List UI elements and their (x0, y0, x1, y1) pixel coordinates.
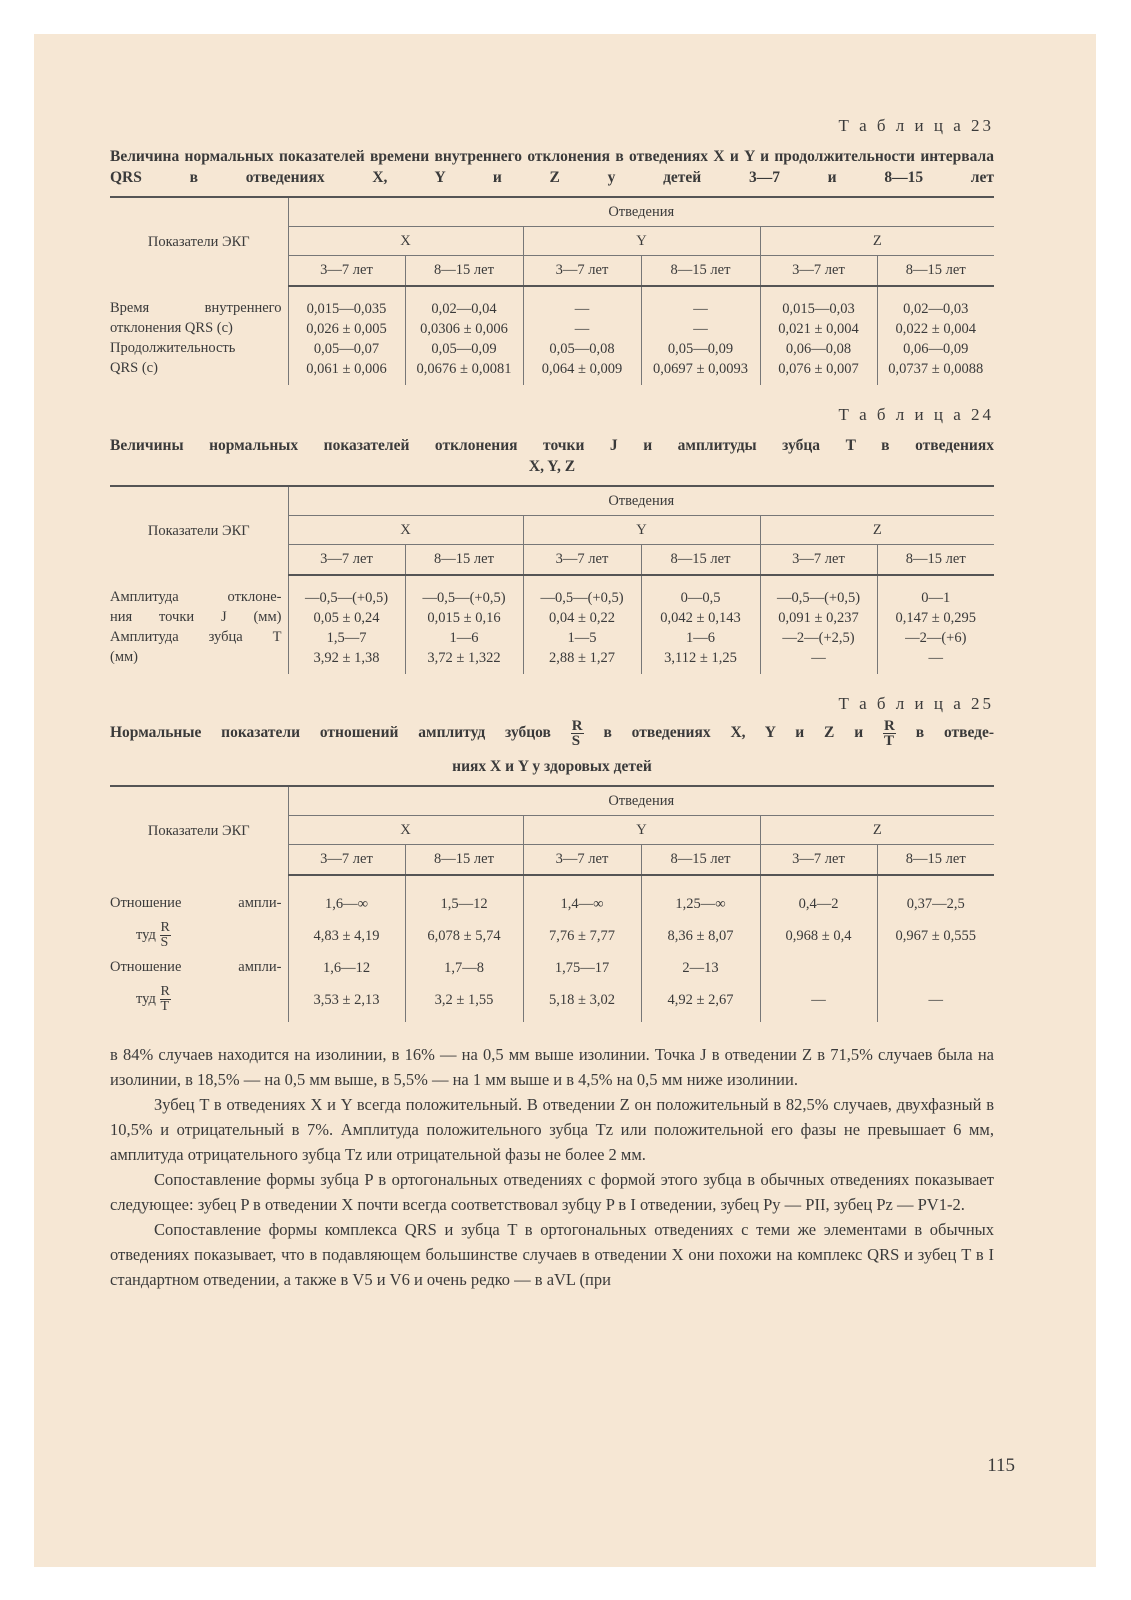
table23 (110, 196, 994, 385)
table23-lead-x: X (288, 227, 523, 256)
table24-indicator-header: Показатели ЭКГ (110, 486, 288, 575)
table24-cell: —0,5—(+0,5) 0,04 ± 0,22 1—5 2,88 ± 1,27 (523, 575, 641, 674)
table23-age-col: 8—15 лет (877, 256, 994, 287)
page-number: 115 (987, 1455, 1015, 1476)
body-paragraph: Сопоставление формы комплекса QRS и зубца T в ортогональных отведениях с теми же элементами в обычных отведениях показывает, что в подавляющем большинстве случаев в отведении X они похожи на комплекс QRS и зубец T в I стандартном отведении, а также в V5 и V6 и очень редко — в aVL (при (110, 1220, 994, 1289)
table23-cell: 0,015—0,03 0,021 ± 0,004 0,06—0,08 0,076 ± 0,007 (760, 286, 877, 385)
table23-age-col: 3—7 лет (760, 256, 877, 287)
frac-r-over-s: $\frac{R}{S}$ (571, 717, 583, 749)
table24-title-line2: X, Y, Z (528, 458, 576, 475)
table23-title: Величина нормальных показателей времени внутреннего отклонения в отведениях X и Y и продолжительности интервала QRS в отведениях X, Y и Z у детей 3—7 и 8—15 лет (110, 148, 994, 186)
table25-age-col: 3—7 лет (288, 845, 405, 876)
table25-cell: 1,25—∞ 8,36 ± 8,07 2—13 4,92 ± 2,67 (641, 875, 760, 1022)
table24-row (110, 575, 994, 674)
table25-caption: Т а б л и ц а 25 (838, 694, 994, 713)
table23-age-col: 8—15 лет (405, 256, 523, 287)
table23-cell: — — 0,05—0,09 0,0697 ± 0,0093 (641, 286, 760, 385)
table24-cell: —0,5—(+0,5) 0,091 ± 0,237 —2—(+2,5) — (760, 575, 877, 674)
table25-age-col: 8—15 лет (641, 845, 760, 876)
table23-cell: 0,02—0,04 0,0306 ± 0,006 0,05—0,09 0,0676 ± 0,0081 (405, 286, 523, 385)
table24-cell: —0,5—(+0,5) 0,015 ± 0,16 1—6 3,72 ± 1,322 (405, 575, 523, 674)
table24-age-col: 8—15 лет (405, 545, 523, 576)
table25-age-col: 8—15 лет (877, 845, 994, 876)
table24-cell: —0,5—(+0,5) 0,05 ± 0,24 1,5—7 3,92 ± 1,38 (288, 575, 405, 674)
table25-age-col: 3—7 лет (523, 845, 641, 876)
table24-age-col: 3—7 лет (288, 545, 405, 576)
table23-lead-z: Z (760, 227, 994, 256)
table25-age-col: 3—7 лет (760, 845, 877, 876)
frac-r-over-t: $\frac{R}{T}$ (884, 717, 895, 749)
table24-title: Величины нормальных показателей отклонения точки J и амплитуды зубца T в отведениях (110, 437, 994, 454)
table25-lead-x: X (288, 816, 523, 845)
table24-cell: 0—0,5 0,042 ± 0,143 1—6 3,112 ± 1,25 (641, 575, 760, 674)
table23-age-col: 3—7 лет (288, 256, 405, 287)
table23-indicator-header: Показатели ЭКГ (110, 197, 288, 286)
table24-age-col: 8—15 лет (641, 545, 760, 576)
table24-cell: 0—1 0,147 ± 0,295 —2—(+6) — (877, 575, 994, 674)
table24-age-col: 3—7 лет (523, 545, 641, 576)
table24-lead-x: X (288, 516, 523, 545)
table25-cell: 1,6—∞ 4,83 ± 4,19 1,6—12 3,53 ± 2,13 (288, 875, 405, 1022)
table25-title-line2: ниях X и Y у здоровых детей (452, 758, 652, 775)
table23-row (110, 286, 994, 385)
table24-row-label: Амплитуда отклоне- ния точки J (мм) Амплитуда зубца T (мм) (110, 589, 282, 665)
table24-lead-z: Z (760, 516, 994, 545)
table23-row-label: Время внутреннего отклонения QRS (с) Продолжительность QRS (с) (110, 300, 282, 376)
table23-cell: 0,02—0,03 0,022 ± 0,004 0,06—0,09 0,0737 ± 0,0088 (877, 286, 994, 385)
body-text (110, 1042, 994, 1292)
table25-indicator-header: Показатели ЭКГ (110, 786, 288, 875)
table25-cell: 0,37—2,5 0,967 ± 0,555 — (877, 875, 994, 1022)
table25-cell: 0,4—2 0,968 ± 0,4 — (760, 875, 877, 1022)
table23-caption: Т а б л и ц а 23 (838, 116, 994, 135)
table25-leads-header: Отведения (288, 786, 994, 816)
table25-row-label: Отношение ампли- туд $\frac{R}{S}$ Отношение ампли- туд $\frac{R}{T}$ (110, 895, 282, 1015)
page-content (110, 116, 994, 1292)
body-paragraph: в 84% случаев находится на изолинии, в 16% — на 0,5 мм выше изолинии. Точка J в отведении Z в 71,5% случаев была на изолинии, в 18,5% — на 0,5 мм выше, в 5,5% — на 1 мм выше и в 4,5% на 0,5 мм ниже изолинии. (110, 1045, 994, 1089)
table24 (110, 485, 994, 674)
table23-leads-header: Отведения (288, 197, 994, 227)
table25-lead-y: Y (523, 816, 760, 845)
table24-caption: Т а б л и ц а 24 (838, 405, 994, 424)
table25-row (110, 875, 994, 1022)
body-paragraph: Сопоставление формы зубца P в ортогональных отведениях с формой этого зубца в обычных отведениях показывает следующее: зубец P в отведении X почти всегда соответствовал зубцу P в I отведении, зубец Py — PII, зубец Pz — PV1-2. (110, 1170, 994, 1214)
table23-lead-y: Y (523, 227, 760, 256)
table23-age-col: 8—15 лет (641, 256, 760, 287)
table25-title: Нормальные показатели отношений амплитуд зубцов $\frac{R}{S}$ в отведениях X, Y и Z и $\frac{R}{T}$ в отведе- (110, 717, 995, 749)
table25-cell: 1,5—12 6,078 ± 5,74 1,7—8 3,2 ± 1,55 (405, 875, 523, 1022)
body-paragraph: Зубец T в отведениях X и Y всегда положительный. В отведении Z он положительный в 82,5% случаев, двухфазный в 10,5% и отрицательный в 7%. Амплитуда положительного зубца Tz или положительной его фазы не превышает 6 мм, амплитуда отрицательного зубца Tz или отрицательной фазы не более 2 мм. (110, 1095, 994, 1164)
table25 (110, 785, 994, 1022)
table23-age-col: 3—7 лет (523, 256, 641, 287)
table25-age-col: 8—15 лет (405, 845, 523, 876)
table24-lead-y: Y (523, 516, 760, 545)
table23-cell: 0,015—0,035 0,026 ± 0,005 0,05—0,07 0,061 ± 0,006 (288, 286, 405, 385)
table23-cell: — — 0,05—0,08 0,064 ± 0,009 (523, 286, 641, 385)
table24-leads-header: Отведения (288, 486, 994, 516)
table25-cell: 1,4—∞ 7,76 ± 7,77 1,75—17 5,18 ± 3,02 (523, 875, 641, 1022)
table24-age-col: 3—7 лет (760, 545, 877, 576)
table24-age-col: 8—15 лет (877, 545, 994, 576)
table25-lead-z: Z (760, 816, 994, 845)
